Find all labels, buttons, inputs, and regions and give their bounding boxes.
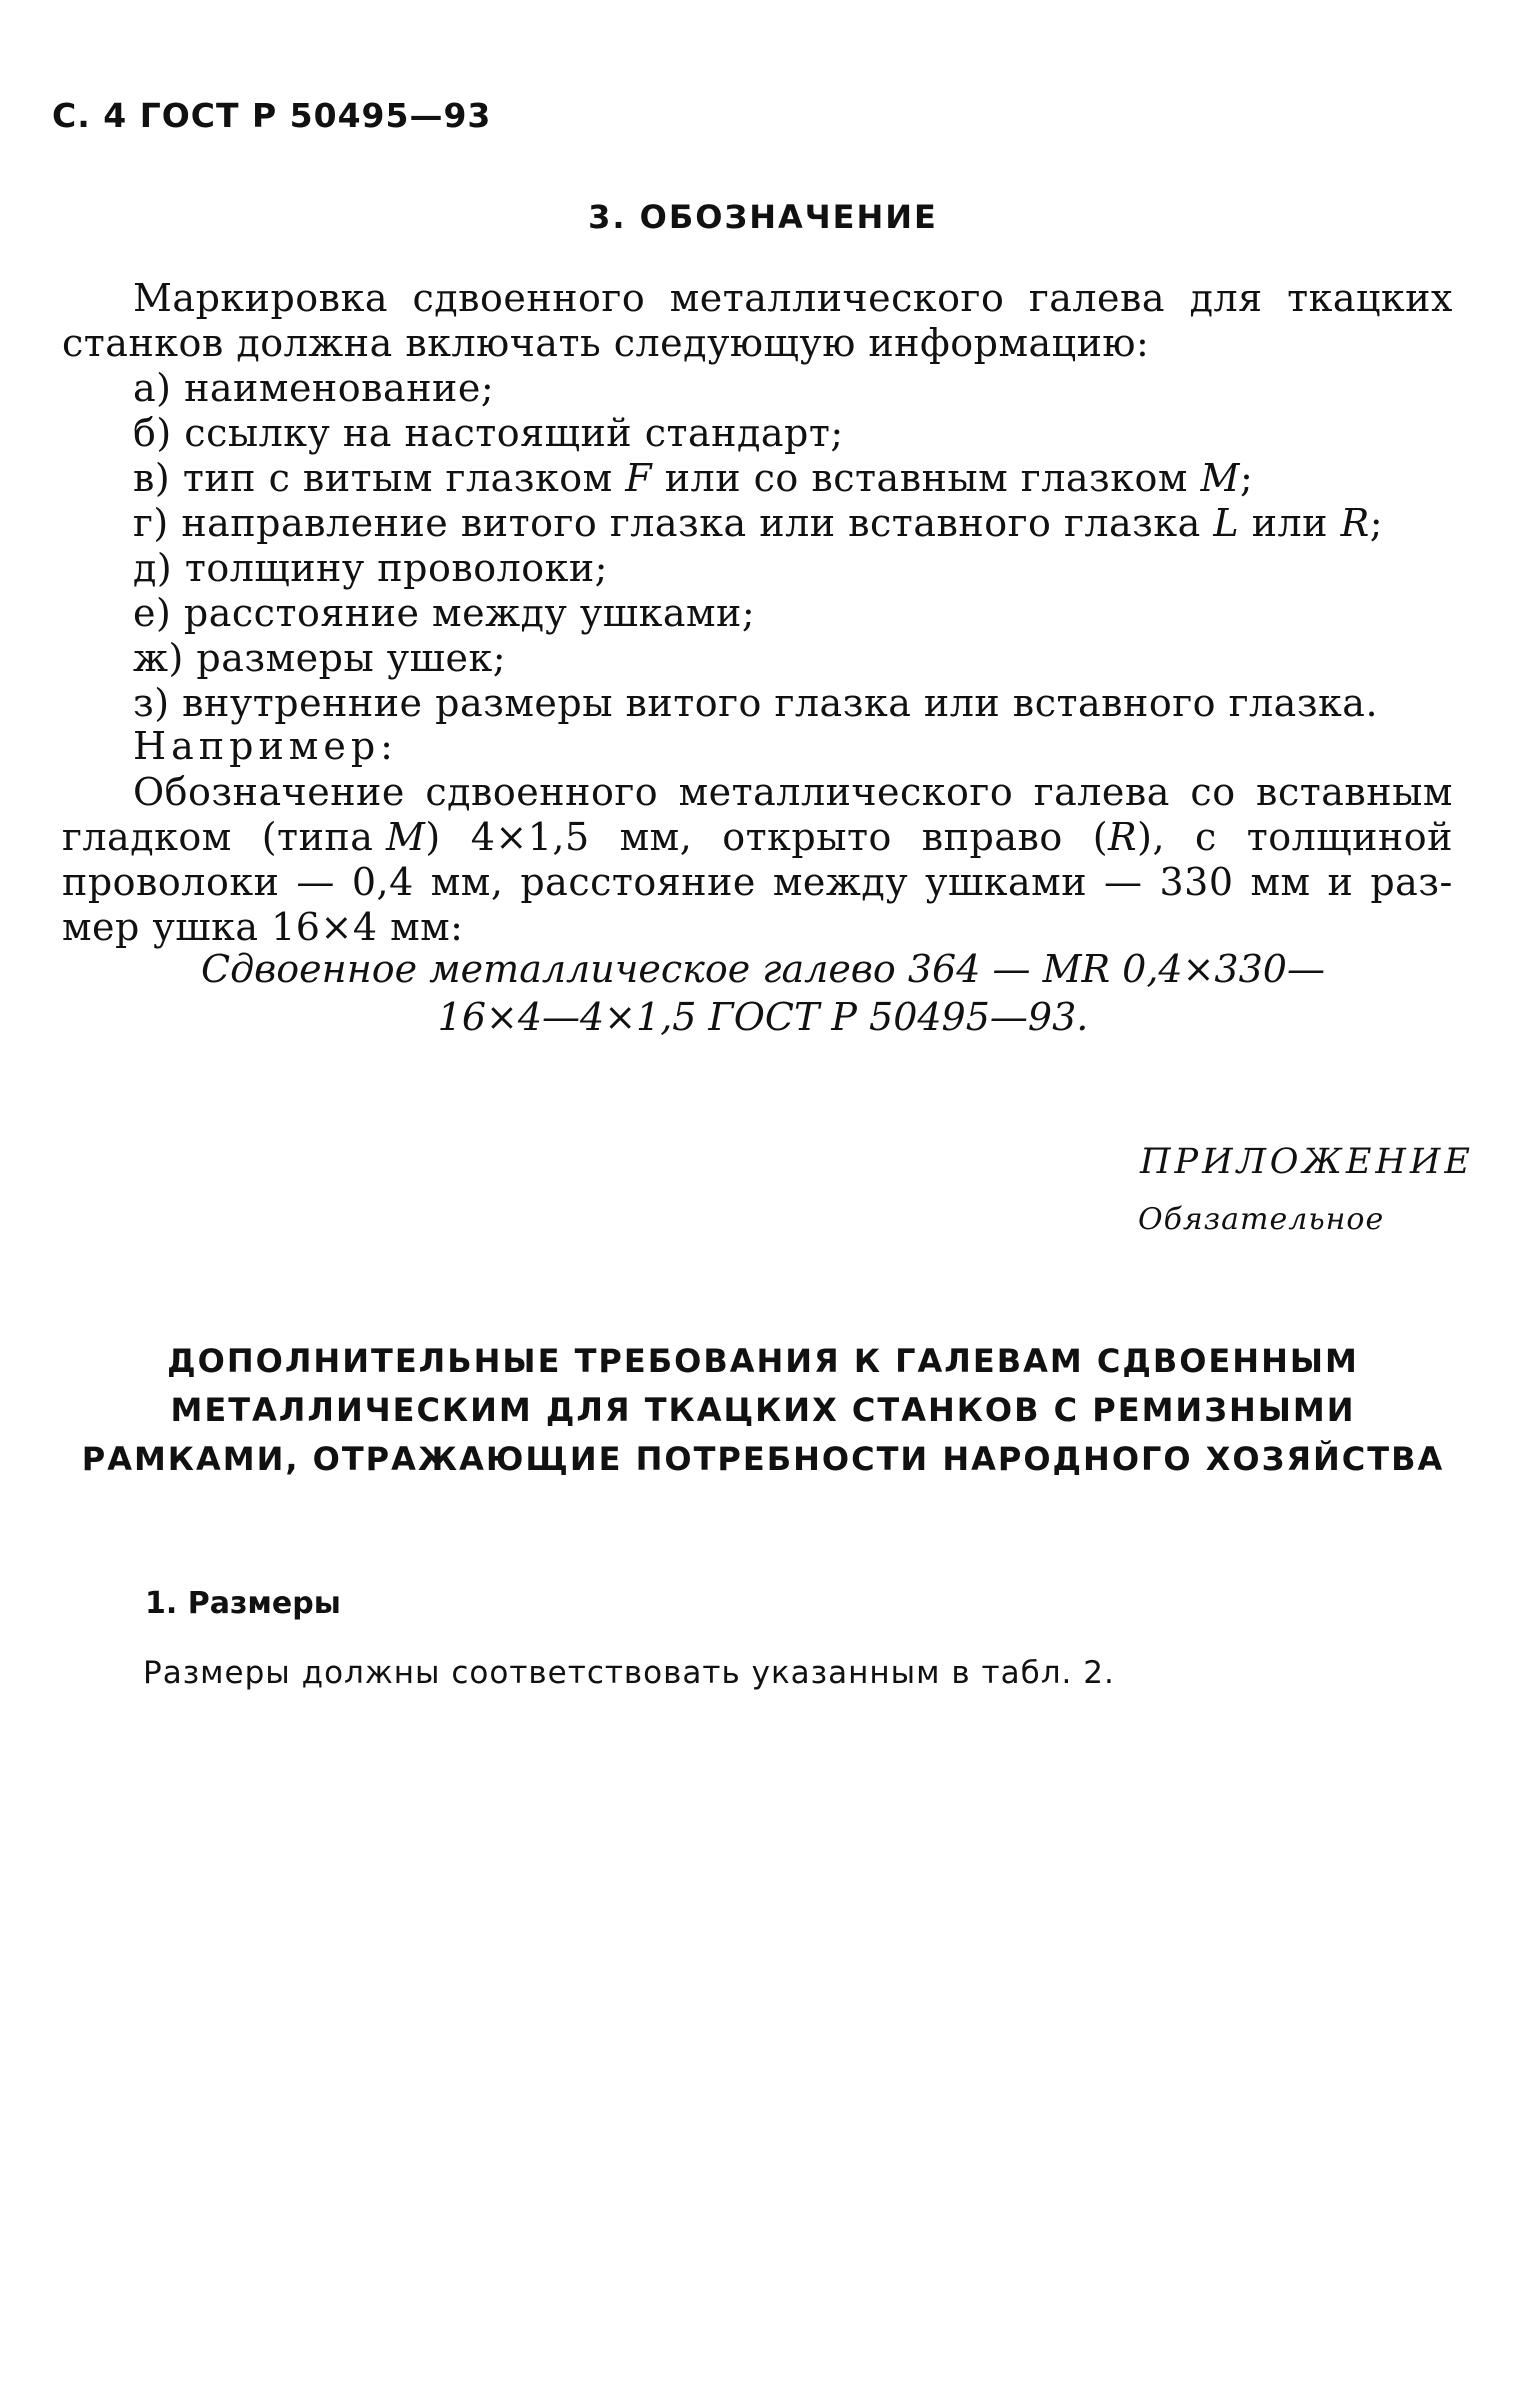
intro-line-1: Маркировка сдвоенного металлического галева для ткацких	[133, 276, 1453, 320]
symbol-m: М	[1200, 456, 1240, 500]
designation-line-2: 16×4—4×1,5 ГОСТ Р 50495—93.	[437, 995, 1089, 1039]
list-marker: д)	[133, 546, 173, 590]
section-title: 3. ОБОЗНАЧЕНИЕ	[588, 198, 938, 236]
list-marker: в)	[133, 456, 171, 500]
list-marker: г)	[133, 501, 169, 545]
appendix-label: ПРИЛОЖЕНИЕ	[1140, 1142, 1474, 1182]
intro-line-2: станков должна включать следующую информацию:	[62, 321, 1150, 365]
list-item: б) ссылку на настоящий стандарт;	[133, 411, 844, 455]
list-item: з) внутренние размеры витого глазка или вставного глазка.	[133, 681, 1379, 725]
list-item: д) толщину проволоки;	[133, 546, 608, 590]
example-label: Например:	[133, 724, 398, 768]
symbol-m: М	[386, 815, 426, 859]
subsection-text: Размеры должны соответствовать указанным в табл. 2.	[143, 1655, 1115, 1691]
example-line-3: проволоки — 0,4 мм, расстояние между ушками — 330 мм и раз-	[62, 860, 1453, 904]
symbol-r: R	[1340, 501, 1370, 545]
example-line-2: гладком (типа М) 4×1,5 мм, открыто вправо (R), с толщиной	[62, 815, 1453, 859]
appendix-title-line-3: РАМКАМИ, ОТРАЖАЮЩИЕ ПОТРЕБНОСТИ НАРОДНОГО ХОЗЯЙСТВА	[81, 1440, 1445, 1478]
list-marker: ж)	[133, 636, 184, 680]
list-item: ж) размеры ушек;	[133, 636, 507, 680]
list-marker: а)	[133, 366, 172, 410]
designation-line-1: Сдвоенное металлическое галево 364 — MR 0,4×330—	[201, 947, 1325, 991]
running-header: С. 4 ГОСТ Р 50495—93	[52, 96, 492, 135]
example-line-4: мер ушка 16×4 мм:	[62, 905, 464, 949]
subsection-heading: 1. Размеры	[145, 1586, 341, 1621]
appendix-status: Обязательное	[1138, 1202, 1385, 1237]
list-item: а) наименование;	[133, 366, 495, 410]
appendix-title-line-2: МЕТАЛЛИЧЕСКИМ ДЛЯ ТКАЦКИХ СТАНКОВ С РЕМИЗНЫМИ	[170, 1391, 1356, 1429]
list-marker: б)	[133, 411, 172, 455]
list-item: г) направление витого глазка или вставного глазка L или R;	[133, 501, 1384, 545]
list-marker: е)	[133, 591, 172, 635]
appendix-title-line-1: ДОПОЛНИТЕЛЬНЫЕ ТРЕБОВАНИЯ К ГАЛЕВАМ СДВОЕННЫМ	[167, 1342, 1359, 1380]
example-line-1: Обозначение сдвоенного металлического галева со вставным	[133, 770, 1453, 814]
symbol-f: F	[625, 456, 653, 500]
list-item: в) тип с витым глазком F или со вставным глазком М;	[133, 456, 1254, 500]
symbol-r: R	[1108, 815, 1138, 859]
list-marker: з)	[133, 681, 170, 725]
list-item: е) расстояние между ушками;	[133, 591, 756, 635]
symbol-l: L	[1213, 501, 1240, 545]
